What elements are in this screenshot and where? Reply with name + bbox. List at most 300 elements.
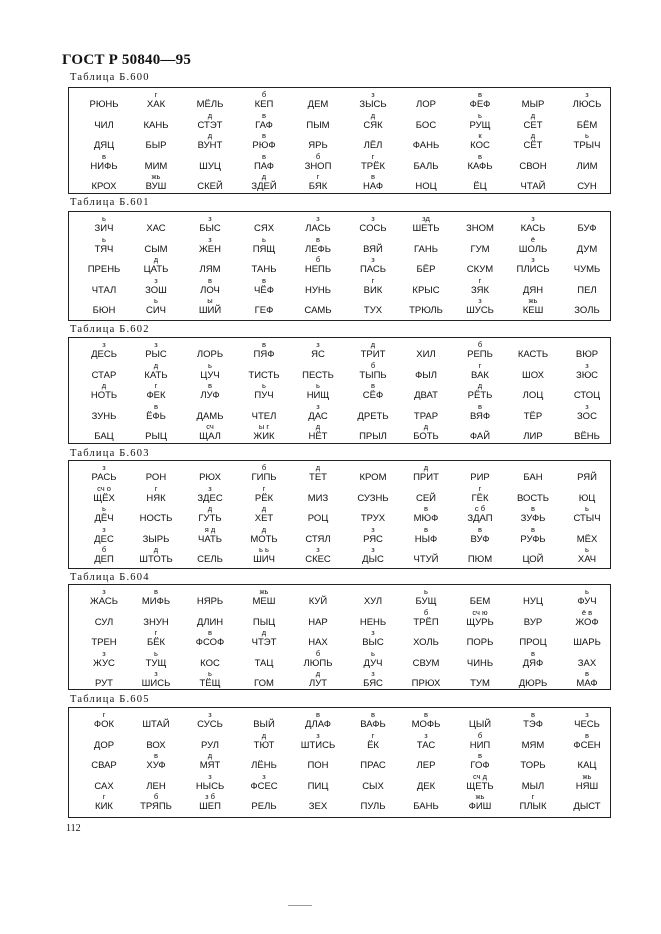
word-text: ДРЕТЬ	[357, 410, 389, 422]
word-cell	[291, 423, 345, 444]
word-text: ФСЕН	[573, 739, 601, 751]
phoneme-mark: д	[261, 504, 267, 513]
word-cell	[399, 773, 453, 794]
word-cell	[77, 670, 131, 691]
word-text: ЛЁНЬ	[251, 760, 277, 771]
word-cell	[183, 546, 237, 567]
word-cell	[346, 711, 400, 732]
word-text: ВАК	[471, 369, 489, 381]
word-cell	[453, 297, 507, 318]
phoneme-mark: з	[208, 214, 212, 223]
word-cell	[560, 793, 614, 814]
table-row	[69, 382, 610, 403]
phoneme-mark: з	[531, 255, 535, 264]
phoneme-mark: з	[371, 214, 375, 223]
phoneme-mark: ь	[102, 504, 106, 513]
word-cell	[506, 526, 560, 547]
word-text: ПЮМ	[467, 554, 493, 565]
word-text: БУЩ	[415, 596, 437, 607]
word-text: ШИЧ	[253, 554, 275, 565]
word-text: СТОЦ	[573, 390, 601, 401]
word-text: ЗЫСЬ	[359, 99, 387, 110]
word-text: БЫС	[199, 223, 221, 234]
word-cell	[129, 423, 183, 444]
word-text: ТЁЩ	[199, 678, 221, 689]
word-text: КОС	[200, 657, 220, 669]
word-text: ГОМ	[254, 678, 274, 689]
phoneme-mark: д	[530, 110, 536, 120]
word-text: ЧИНЬ	[466, 657, 494, 669]
word-cell	[77, 112, 131, 133]
word-text: ЯС	[311, 349, 325, 360]
word-cell	[453, 362, 507, 383]
word-text: РОН	[145, 472, 167, 483]
phoneme-mark: г	[478, 483, 482, 493]
table-row	[69, 629, 610, 650]
word-cell	[453, 236, 507, 257]
word-cell	[453, 215, 507, 236]
word-text: ПАФ	[253, 160, 275, 172]
word-cell	[237, 382, 291, 403]
word-text: РЫЦ	[145, 431, 167, 442]
word-text: ФАЙ	[469, 431, 491, 442]
document-header: ГОСТ Р 50840—95	[62, 52, 192, 68]
word-cell	[291, 362, 345, 383]
word-text: ЛЕН	[146, 780, 166, 792]
word-text: ПРАС	[360, 760, 386, 771]
word-cell	[183, 91, 237, 112]
phoneme-mark: з б	[205, 792, 215, 801]
word-cell	[506, 752, 560, 773]
word-text: НЯРЬ	[196, 596, 224, 607]
word-text: ДЛАФ	[305, 719, 331, 730]
phoneme-mark: в	[531, 710, 535, 719]
word-cell	[77, 464, 131, 485]
phoneme-mark: в	[531, 524, 535, 534]
word-cell	[291, 341, 345, 362]
word-table	[68, 87, 611, 194]
table-row	[69, 752, 610, 773]
word-cell	[506, 732, 560, 753]
word-cell	[453, 732, 507, 753]
word-cell	[291, 711, 345, 732]
word-cell	[560, 609, 614, 630]
word-text: ХАК	[146, 99, 166, 110]
word-cell	[506, 423, 560, 444]
table-row	[69, 91, 610, 112]
word-text: ЛИМ	[576, 160, 598, 172]
word-cell	[346, 341, 400, 362]
word-cell	[183, 341, 237, 362]
word-text: ТЭФ	[523, 719, 543, 730]
table-row	[69, 277, 610, 298]
phoneme-mark: в	[262, 151, 266, 161]
word-cell	[183, 793, 237, 814]
word-cell	[453, 153, 507, 174]
word-text: ШТИСЬ	[300, 739, 336, 751]
word-cell	[237, 215, 291, 236]
word-text: ТРУХ	[360, 513, 386, 524]
word-cell	[560, 236, 614, 257]
word-cell	[129, 650, 183, 671]
phoneme-mark: ь	[208, 360, 212, 370]
table-row	[69, 153, 610, 174]
word-cell	[560, 650, 614, 671]
word-text: СЫХ	[362, 780, 384, 792]
word-text: ЗДЕС	[197, 492, 223, 504]
word-cell	[183, 464, 237, 485]
word-text: ЩАЛ	[199, 431, 221, 442]
word-cell	[399, 650, 453, 671]
table-row	[69, 773, 610, 794]
word-text: ФЫЛ	[415, 369, 437, 381]
word-cell	[291, 403, 345, 424]
word-text: КАФЬ	[467, 160, 493, 172]
word-text: МАФ	[576, 678, 598, 689]
word-cell	[560, 132, 614, 153]
word-text: СИЧ	[145, 305, 167, 316]
phoneme-mark: в	[154, 751, 158, 760]
phoneme-mark: д	[423, 422, 429, 431]
word-cell	[129, 297, 183, 318]
phoneme-mark: ь	[102, 234, 106, 244]
word-text: БАЛЬ	[413, 160, 439, 172]
word-cell	[77, 505, 131, 526]
word-text: НЫСЬ	[195, 780, 225, 792]
phoneme-mark: г	[262, 483, 266, 493]
word-cell	[560, 546, 614, 567]
word-text: ПРЕНЬ	[87, 264, 121, 275]
word-cell	[291, 112, 345, 133]
word-text: СОСЬ	[359, 223, 387, 234]
word-cell	[183, 526, 237, 547]
table-row	[69, 297, 610, 318]
word-text: ТЕТ	[309, 472, 327, 483]
phoneme-mark: г	[154, 381, 158, 390]
word-text: ВЫЙ	[253, 719, 275, 730]
word-text: ТРИТ	[360, 349, 386, 360]
word-cell	[77, 711, 131, 732]
word-text: МИФЬ	[141, 596, 171, 607]
word-text: ДАМЬ	[196, 410, 224, 422]
phoneme-mark: б	[315, 648, 321, 658]
word-cell	[560, 773, 614, 794]
word-cell	[237, 752, 291, 773]
phoneme-mark: в	[424, 524, 428, 534]
word-cell	[453, 752, 507, 773]
word-cell	[129, 91, 183, 112]
word-cell	[453, 464, 507, 485]
word-text: БЮН	[92, 305, 116, 316]
phoneme-mark: г	[154, 90, 158, 99]
phoneme-mark: г	[102, 792, 106, 801]
word-cell	[77, 215, 131, 236]
phoneme-mark: з	[102, 463, 106, 472]
word-text: СЯХ	[253, 223, 275, 234]
page-number: 112	[66, 823, 81, 834]
phoneme-mark: з	[316, 214, 320, 223]
word-cell	[453, 485, 507, 506]
word-text: ЛЕР	[416, 760, 436, 771]
word-text: ДЯЦ	[93, 140, 115, 151]
word-cell	[291, 609, 345, 630]
word-cell	[183, 362, 237, 383]
word-cell	[560, 173, 614, 194]
word-text: ШАРЬ	[573, 637, 601, 648]
word-text: СЕЙ	[415, 492, 437, 504]
word-cell	[560, 629, 614, 650]
phoneme-mark: г	[371, 730, 375, 740]
word-cell	[346, 256, 400, 277]
word-text: ЗЮС	[575, 369, 599, 381]
word-cell	[237, 236, 291, 257]
word-cell	[129, 773, 183, 794]
word-cell	[560, 403, 614, 424]
word-text: ВУШ	[145, 181, 167, 192]
word-cell	[399, 153, 453, 174]
phoneme-mark: д	[207, 131, 213, 140]
phoneme-mark: ё	[530, 234, 536, 244]
word-cell	[560, 341, 614, 362]
word-text: ПАСЬ	[359, 264, 387, 275]
word-text: ЗДАП	[467, 513, 493, 524]
phoneme-mark: ь	[478, 110, 482, 120]
word-cell	[77, 793, 131, 814]
word-text: ВУР	[523, 616, 543, 628]
word-text: ВЁНЬ	[574, 431, 600, 442]
word-text: КЕШ	[522, 305, 544, 316]
word-text: ХЕТ	[254, 513, 274, 524]
phoneme-mark: д	[153, 255, 159, 264]
word-text: ДЯФ	[522, 657, 544, 669]
word-text: РОЦ	[307, 513, 329, 524]
word-text: ШУЦ	[199, 160, 221, 172]
table-row	[69, 403, 610, 424]
word-cell	[346, 382, 400, 403]
word-cell	[237, 588, 291, 609]
word-cell	[183, 277, 237, 298]
word-cell	[399, 485, 453, 506]
phoneme-mark: г	[371, 151, 375, 161]
phoneme-mark: д	[423, 463, 429, 472]
word-cell	[346, 546, 400, 567]
word-text: БАЦ	[94, 431, 114, 442]
word-cell	[506, 362, 560, 383]
word-cell	[183, 505, 237, 526]
word-text: НУЦ	[523, 596, 543, 607]
word-text: ГУТЬ	[198, 513, 222, 524]
word-cell	[346, 732, 400, 753]
word-text: ВАФЬ	[360, 719, 386, 730]
word-text: ЧЁФ	[254, 284, 274, 296]
word-cell	[399, 711, 453, 732]
phoneme-mark: з	[585, 360, 589, 370]
word-text: ПЫМ	[306, 119, 330, 131]
word-cell	[453, 773, 507, 794]
word-text: ШИСЬ	[141, 678, 171, 689]
phoneme-mark: в	[208, 275, 212, 285]
phoneme-mark: ь	[154, 648, 158, 658]
word-cell	[129, 153, 183, 174]
phoneme-mark: к	[478, 131, 482, 140]
word-text: РУФЬ	[520, 533, 546, 545]
word-text: НЁТ	[308, 431, 328, 442]
word-text: ФЕК	[146, 390, 166, 401]
word-cell	[291, 153, 345, 174]
word-cell	[506, 505, 560, 526]
word-cell	[237, 711, 291, 732]
word-text: ЗОЛЬ	[574, 305, 600, 316]
word-text: КОС	[470, 140, 490, 151]
phoneme-mark: я д	[204, 524, 216, 534]
word-text: ХАЧ	[577, 554, 597, 565]
word-cell	[560, 297, 614, 318]
word-text: ФОК	[93, 719, 115, 730]
word-text: ШИЙ	[198, 305, 222, 316]
word-text: НОСТЬ	[139, 513, 173, 524]
word-text: МЯМ	[521, 739, 545, 751]
word-cell	[183, 256, 237, 277]
word-cell	[237, 297, 291, 318]
phoneme-mark: з	[208, 710, 212, 719]
word-cell	[77, 773, 131, 794]
word-text: ТЮТ	[253, 739, 275, 751]
word-cell	[506, 297, 560, 318]
word-cell	[129, 277, 183, 298]
word-text: СЫМ	[144, 243, 168, 255]
phoneme-mark: ь	[316, 381, 320, 390]
word-text: РЕЛЬ	[251, 801, 277, 812]
word-cell	[453, 505, 507, 526]
word-text: ЖОФ	[575, 616, 599, 628]
word-text: МЕШ	[252, 596, 276, 607]
word-text: ПЕСТЬ	[302, 369, 334, 381]
word-cell	[237, 91, 291, 112]
word-text: ДАС	[308, 410, 328, 422]
word-text: ВЯЙ	[363, 243, 383, 255]
word-text: РЮНЬ	[89, 99, 119, 110]
phoneme-mark: д	[261, 172, 267, 181]
word-cell	[183, 588, 237, 609]
word-cell	[129, 629, 183, 650]
word-cell	[77, 153, 131, 174]
word-text: КАСЬ	[520, 223, 546, 234]
word-text: РЯС	[363, 533, 383, 545]
phoneme-mark: в	[262, 131, 266, 140]
word-text: ЛАСЬ	[305, 223, 331, 234]
word-cell	[560, 526, 614, 547]
word-cell	[399, 464, 453, 485]
word-cell	[77, 256, 131, 277]
word-text: ПОН	[307, 760, 329, 771]
word-table	[68, 460, 611, 569]
word-cell	[560, 670, 614, 691]
word-cell	[399, 732, 453, 753]
word-cell	[399, 505, 453, 526]
word-text: ЗНУН	[143, 616, 169, 628]
word-text: ТУМ	[470, 678, 490, 689]
word-cell	[237, 341, 291, 362]
word-cell	[346, 670, 400, 691]
word-text: ЁЦ	[473, 181, 487, 192]
phoneme-mark: д	[370, 340, 376, 349]
word-text: ВУНТ	[197, 140, 223, 151]
word-cell	[453, 629, 507, 650]
word-text: КАНЬ	[143, 119, 169, 131]
word-cell	[346, 609, 400, 630]
word-text: ЛОРЬ	[196, 349, 224, 360]
word-cell	[560, 256, 614, 277]
word-text: ВОСТЬ	[517, 492, 549, 504]
word-text: ЦАТЬ	[143, 264, 169, 275]
word-text: ТРЯПЬ	[140, 801, 172, 812]
phoneme-mark: б	[101, 545, 107, 554]
word-cell	[237, 773, 291, 794]
table-row	[69, 341, 610, 362]
word-cell	[346, 423, 400, 444]
phoneme-mark: з	[316, 545, 320, 554]
word-text: БАНЬ	[413, 801, 439, 812]
word-cell	[346, 132, 400, 153]
phoneme-mark: ы г	[258, 422, 270, 431]
table-row	[69, 650, 610, 671]
table-row	[69, 256, 610, 277]
phoneme-mark: б	[315, 255, 321, 264]
word-text: ЗОС	[577, 410, 597, 422]
phoneme-mark: з	[154, 669, 158, 678]
word-cell	[560, 153, 614, 174]
word-text: ТРЫЧ	[573, 140, 601, 151]
phoneme-mark: з	[102, 587, 106, 596]
word-text: САМЬ	[304, 305, 332, 316]
word-cell	[453, 173, 507, 194]
phoneme-mark: з	[371, 669, 375, 678]
word-table	[68, 211, 611, 321]
word-cell	[237, 277, 291, 298]
phoneme-mark: з	[478, 296, 482, 305]
word-text: СЁТ	[523, 140, 543, 151]
word-text: ФУЧ	[577, 596, 597, 607]
word-cell	[77, 732, 131, 753]
word-cell	[77, 650, 131, 671]
word-text: ЧУМЬ	[573, 264, 601, 275]
word-cell	[453, 382, 507, 403]
word-text: ЛЕФЬ	[304, 243, 332, 255]
phoneme-mark: з	[585, 401, 589, 411]
word-cell	[291, 277, 345, 298]
word-text: ДЫС	[362, 554, 384, 565]
word-cell	[453, 711, 507, 732]
word-text: СТЫЧ	[573, 513, 601, 524]
word-text: НЫФ	[414, 533, 438, 545]
word-cell	[346, 752, 400, 773]
word-cell	[291, 91, 345, 112]
word-text: ХУЛ	[363, 596, 383, 607]
word-cell	[346, 403, 400, 424]
word-text: СВАР	[91, 760, 117, 771]
word-text: КРОМ	[359, 472, 387, 483]
word-cell	[453, 526, 507, 547]
word-cell	[399, 362, 453, 383]
phoneme-mark: в	[154, 587, 158, 596]
word-text: ШУСЬ	[466, 305, 494, 316]
word-cell	[506, 588, 560, 609]
word-text: ПЯЩ	[252, 243, 276, 255]
word-cell	[183, 732, 237, 753]
phoneme-mark: в	[478, 751, 482, 760]
word-cell	[399, 670, 453, 691]
word-text: БОТЬ	[413, 431, 439, 442]
